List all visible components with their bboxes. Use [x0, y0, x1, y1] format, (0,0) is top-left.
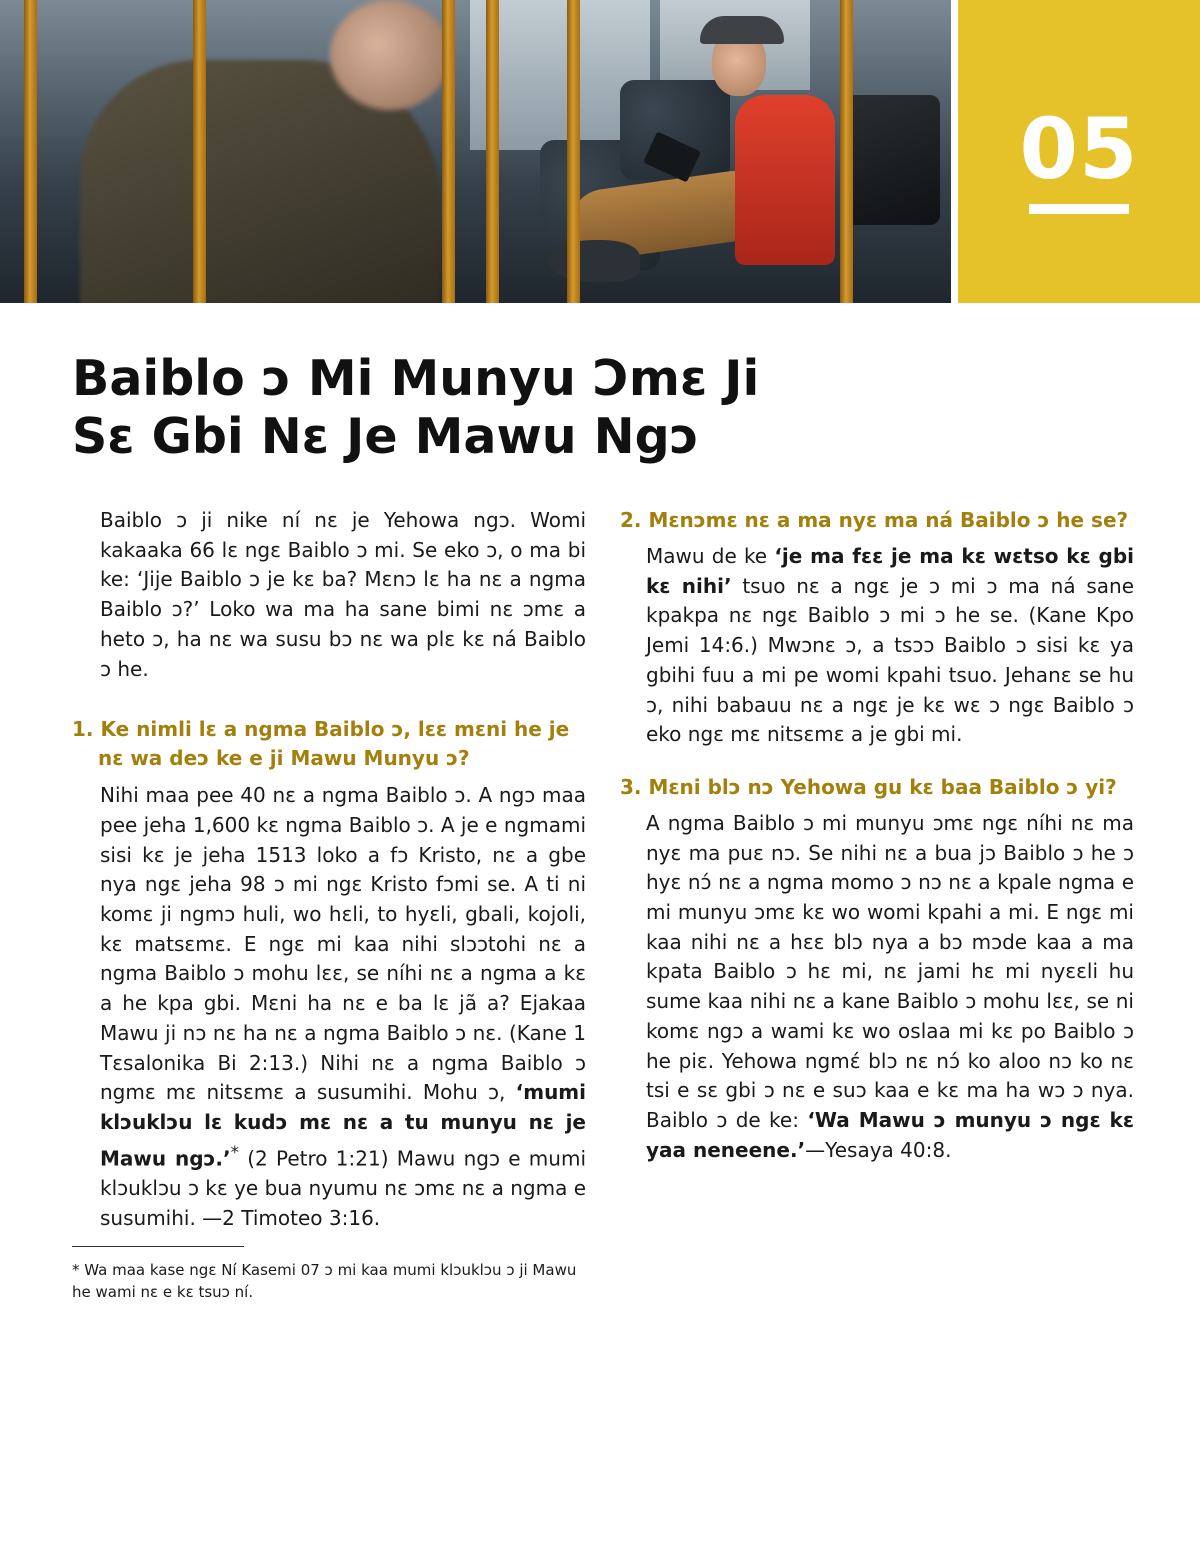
sleeping-man-head	[330, 0, 450, 110]
bus-pole	[486, 0, 499, 303]
handbag	[840, 95, 940, 225]
answer-1-paragraph	[72, 781, 586, 1233]
hero-photo	[0, 0, 951, 303]
answer-1-text-a: Nihi maa pee 40 nɛ a ngma Baiblo ɔ. A ngɔ maa pee jeha 1,600 kɛ ngma Baiblo ɔ. A je e ngmami sisi kɛ je jeha 1513 loko a fɔ Kristo, nɛ a gbe nya ngɛ jeha 98 ɔ mi ngɛ Kristo fɔmi se. A ti ni komɛ ji ngmɔ huli, wo hɛli, to hyɛli, gbali, kojoli, kɛ matsɛmɛ. E ngɛ mi kaa nihi slɔɔtohi nɛ a ngma Baiblo ɔ mohu lɛɛ, se níhi nɛ a ngma a kɛ a he kpa gbi. Mɛni ha nɛ e ba lɛ jã a? Ejakaa Mawu ji nɔ nɛ ha nɛ a ngma Baiblo ɔ nɛ. (Kane 1 Tɛsalonika Bi 2:13.) Nihi nɛ a ngma Baiblo ɔ ngmɛ mɛ nitsɛmɛ a susumihi. Mohu ɔ,	[100, 783, 586, 1105]
page-title-line-1: Baiblo ɔ Mi Munyu Ɔmɛ Ji	[72, 350, 760, 407]
bus-pole	[840, 0, 853, 303]
question-3-heading: 3. Mɛni blɔ nɔ Yehowa gu kɛ baa Baiblo ɔ yi?	[620, 774, 1117, 799]
bus-pole	[442, 0, 455, 303]
answer-3-text-b: —Yesaya 40:8.	[805, 1137, 952, 1162]
chapter-underline	[1029, 204, 1129, 214]
answer-3-quote: ‘Wa Mawu ɔ munyu ɔ ngɛ kɛ yaa neneene.’	[646, 1107, 1134, 1162]
page-title-line-2: Sɛ Gbi Nɛ Je Mawu Ngɔ	[72, 408, 699, 465]
bus-pole	[24, 0, 37, 303]
page-title	[72, 350, 872, 466]
reader-jacket	[735, 95, 835, 265]
answer-2-text-b: tsuo nɛ a ngɛ je ɔ mi ɔ ma ná sane kpakpa nɛ ngɛ Baiblo ɔ mi ɔ he se. (Kane Kpo Jemi 14:6.) Mwɔnɛ ɔ, a tsɔɔ Baiblo ɔ sisi kɛ ya gbihi fuu a mi pe womi kpahi tsuo. Jehanɛ se hu ɔ, nihi babauu nɛ a ngɛ je kɛ wɛ ɔ ngɛ Baiblo ɔ eko ngɛ mɛ nitsɛmɛ a je gbi mi.	[646, 573, 1135, 747]
right-column	[620, 506, 1134, 1165]
reader-cap	[700, 16, 784, 44]
answer-2-paragraph	[620, 542, 1134, 750]
answer-3-text-a: A ngma Baiblo ɔ mi munyu ɔmɛ ngɛ níhi nɛ ma nyɛ ma puɛ nɔ. Se nihi nɛ a bua jɔ Baiblo ɔ he ɔ hyɛ nɔ́ nɛ a ngma momo ɔ nɔ nɛ a kpale ngma e mi munyu ɔmɛ kɛ wo womi kpahi a mi. E ngɛ mi kaa nihi nɛ a hɛɛ blɔ nya a bɔ mɔde kaa a ma kpata Baiblo ɔ hɛ mi, nɛ jami hɛ mi nyɛɛli hu sume kaa nihi nɛ a kane Baiblo ɔ mohu lɛɛ, se ni komɛ ngɔ a wami kɛ wo oslaa mi kɛ po Baiblo ɔ he piɛ. Yehowa ngmɛ́ blɔ nɛ nɔ́ ko aloo nɔ ko nɛ tsi e sɛ gbi ɔ nɛ e suɔ kaa e kɛ ma ha wɔ ɔ nya. Baiblo ɔ de ke:	[646, 810, 1134, 1132]
question-1-heading: 1. Ke nimli lɛ a ngma Baiblo ɔ, lɛɛ mɛni he je nɛ wa deɔ ke e ji Mawu Munyu ɔ?	[72, 717, 570, 771]
chapter-number: 05	[1019, 100, 1139, 198]
reader-shoe	[548, 240, 640, 282]
answer-2-quote: ‘je ma fɛɛ je ma kɛ wɛtso kɛ gbi kɛ nihi’	[646, 544, 1135, 598]
footnote-marker[interactable]: *	[230, 1142, 239, 1162]
intro-paragraph: Baiblo ɔ ji nike ní nɛ je Yehowa ngɔ. Womi kakaaka 66 lɛ ngɛ Baiblo ɔ mi. Se eko ɔ, o ma bi ke: ‘Jije Baiblo ɔ je kɛ ba? Mɛnɔ lɛ ha nɛ a ngma Baiblo ɔ?’ Loko wa ma ha sane bimi nɛ ɔmɛ a heto ɔ, ha nɛ wa susu bɔ nɛ wa plɛ kɛ ná Baiblo ɔ he.	[100, 508, 586, 681]
question-2-heading: 2. Mɛnɔmɛ nɛ a ma nyɛ ma ná Baiblo ɔ he se?	[620, 508, 1129, 532]
answer-1-text-b: (2 Petro 1:21) Mawu ngɔ e mumi klɔuklɔu ɔ kɛ ye bua nyumu nɛ ɔmɛ nɛ a ngma e susumihi. —2 Timoteo 3:16.	[100, 1146, 586, 1230]
bus-pole	[567, 0, 580, 303]
answer-3-paragraph	[620, 809, 1134, 1165]
left-column	[72, 506, 586, 1303]
footnote: * Wa maa kase ngɛ Ní Kasemi 07 ɔ mi kaa mumi klɔuklɔu ɔ ji Mawu he wami nɛ e kɛ tsuɔ ní.	[72, 1261, 577, 1302]
footnote-divider	[72, 1246, 244, 1247]
answer-2-text-a: Mawu de ke	[646, 544, 775, 568]
answer-1-quote: ‘mumi klɔuklɔu lɛ kudɔ mɛ nɛ a tu munyu nɛ je Mawu ngɔ.’	[100, 1080, 586, 1171]
chapter-badge	[958, 0, 1200, 303]
bus-pole	[193, 0, 206, 303]
